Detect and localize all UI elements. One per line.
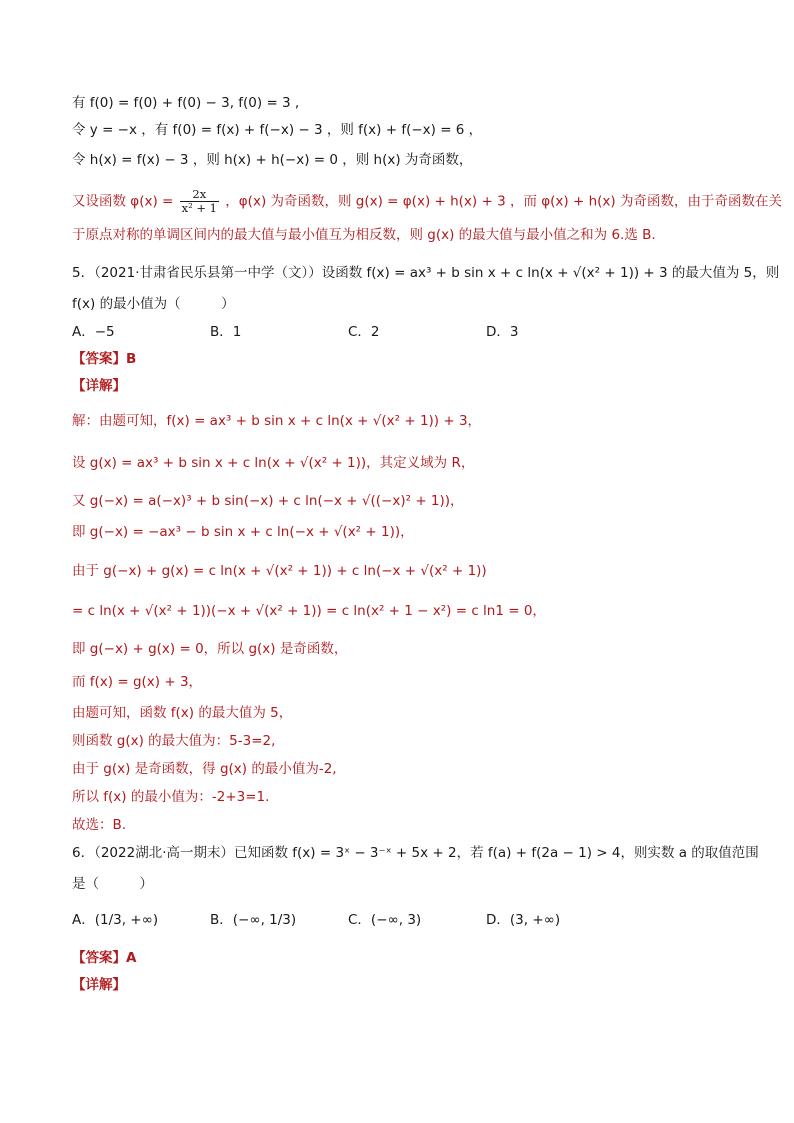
q5-option-d: D．3	[486, 324, 519, 340]
q5-option-c: C．2	[348, 324, 380, 340]
solution-line-9: 由题可知，函数 f(x) 的最大值为 5，	[72, 705, 293, 721]
question-6: 6．（2022湖北·高一期末）已知函数 f(x) = 3ˣ − 3⁻ˣ + 5x + 2，若 f(a) + f(2a − 1) > 4，则实数 a 的取值范围	[72, 845, 759, 861]
line-4-suffix: ，φ(x) 为奇函数，则 g(x) = φ(x) + h(x) + 3 ，而 φ(x) + h(x) 为奇函数，由于奇函数在关	[225, 193, 782, 210]
answer-5: 【答案】B	[72, 351, 137, 367]
solution-line-5: 由于 g(−x) + g(x) = c ln(x + √(x² + 1)) + c ln(−x + √(x² + 1))	[72, 563, 487, 579]
line-5: 于原点对称的单调区间内的最大值与最小值互为相反数，则 g(x) 的最大值与最小值之和为 6.选 B.	[72, 227, 656, 243]
solution-line-10: 则函数 g(x) 的最大值为：5-3=2,	[72, 733, 276, 749]
line-3: 令 h(x) = f(x) − 3 ，则 h(x) + h(−x) = 0 ，则 h(x) 为奇函数，	[72, 152, 473, 168]
solution-line-6: = c ln(x + √(x² + 1))(−x + √(x² + 1)) = c ln(x² + 1 − x²) = c ln1 = 0，	[72, 603, 546, 619]
question-5-cont: f(x) 的最小值为（ ）	[72, 296, 235, 312]
q5-option-b: B．1	[210, 324, 242, 340]
detail-6: 【详解】	[72, 977, 126, 993]
solution-line-13: 故选：B.	[72, 817, 127, 833]
solution-line-8: 而 f(x) = g(x) + 3，	[72, 674, 203, 690]
q5-option-a: A．−5	[72, 324, 115, 340]
q6-option-b: B．(−∞, 1/3)	[210, 912, 297, 928]
line-4	[72, 187, 782, 215]
line-2: 令 y = −x ，有 f(0) = f(x) + f(−x) − 3 ，则 f(x) + f(−x) = 6 ，	[72, 122, 483, 138]
solution-line-12: 所以 f(x) 的最小值为：-2+3=1.	[72, 789, 270, 805]
detail-5: 【详解】	[72, 378, 126, 394]
q6-option-a: A．(1/3, +∞)	[72, 912, 159, 928]
line-4-prefix: 又设函数 φ(x) =	[72, 193, 174, 210]
question-5: 5．（2021·甘肃省民乐县第一中学（文））设函数 f(x) = ax³ + b sin x + c ln(x + √(x² + 1)) + 3 的最大值为 5，则	[72, 265, 780, 281]
solution-line-1: 解：由题可知，f(x) = ax³ + b sin x + c ln(x + √(x² + 1)) + 3，	[72, 413, 482, 429]
solution-line-4: 即 g(−x) = −ax³ − b sin x + c ln(−x + √(x² + 1))，	[72, 524, 414, 540]
answer-6: 【答案】A	[72, 950, 137, 966]
solution-line-2: 设 g(x) = ax³ + b sin x + c ln(x + √(x² + 1))，其定义域为 R，	[72, 455, 475, 471]
line-1: 有 f(0) = f(0) + f(0) − 3, f(0) = 3 ,	[72, 95, 300, 111]
solution-line-3: 又 g(−x) = a(−x)³ + b sin(−x) + c ln(−x + √((−x)² + 1))，	[72, 493, 464, 509]
fraction	[180, 188, 219, 215]
q6-option-c: C．(−∞, 3)	[348, 912, 422, 928]
q6-option-d: D．(3, +∞)	[486, 912, 561, 928]
question-6-cont: 是（ ）	[72, 876, 153, 892]
fraction-denominator: x² + 1	[181, 201, 217, 215]
solution-line-7: 即 g(−x) + g(x) = 0，所以 g(x) 是奇函数，	[72, 641, 348, 657]
fraction-numerator: 2x	[180, 188, 219, 202]
solution-line-11: 由于 g(x) 是奇函数，得 g(x) 的最小值为-2,	[72, 761, 337, 777]
